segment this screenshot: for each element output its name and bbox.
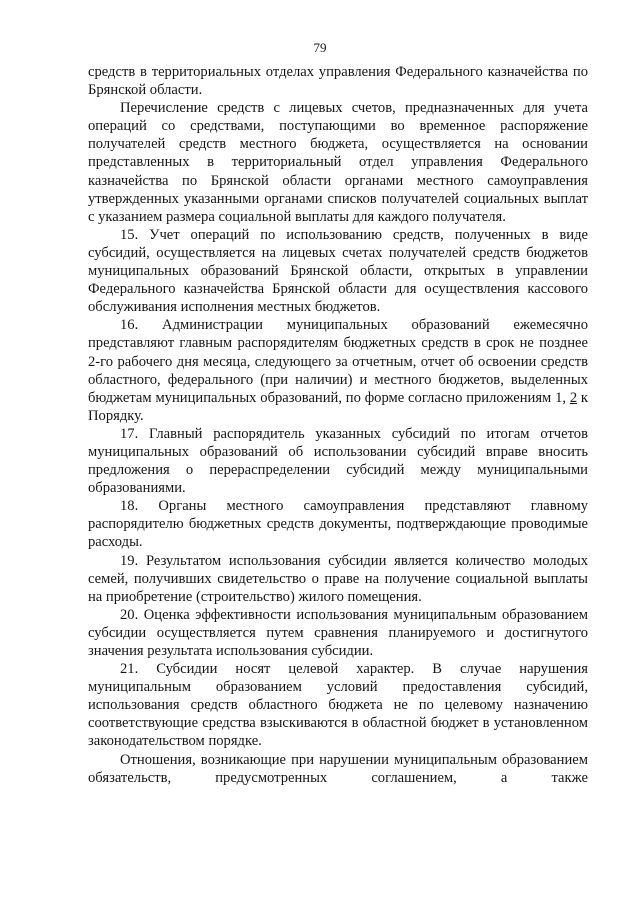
paragraph-item-20: 20. Оценка эффективности использования муниципальным образованием субсидии осуществляется путем сравнения планируемого и достигнутого значения результата использования субсидии. [88,606,588,659]
paragraph-transfer-of-funds: Перечисление средств с лицевых счетов, предназначенных для учета операций со средствами, поступающими во временное распоряжение получателей средств местного бюджета, осуществляется на основании представленных в территориальный отдел управления Федерального казначейства по Брянской области органами местного самоуправления утвержденных указанными органами списков получателей социальных выплат с указанием размера социальной выплаты для каждого получателя. [88,100,588,225]
paragraph-item-16-text: 16. Администрации муниципальных образований ежемесячно представляют главным распорядителям бюджетных средств в срок не позднее 2-го рабочего дня месяца, следующего за отчетным, отчет об освоении средств областного, федерального (при наличии) и местного бюджетов, выделенных бюджетам муниципальных образований, по форме согласно приложениям 1, [88,317,588,406]
paragraph-item-17: 17. Главный распорядитель указанных субсидий по итогам отчетов муниципальных образований об использовании субсидий вправе вносить предложения о перераспределении субсидий между муниципальными образованиями. [88,425,588,497]
paragraph-item-21: 21. Субсидии носят целевой характер. В случае нарушения муниципальным образованием условий предоставления субсидий, использования средств областного бюджета не по целевому назначению соответствующие средства взыскиваются в областной бюджет в установленном законодательством порядке. [88,661,588,750]
paragraph-item-16-tail: к Порядку. [88,389,588,424]
document-body [88,63,588,787]
appendix-2-link[interactable]: 2 [569,389,578,406]
page-number: 79 [313,40,327,55]
paragraph-item-16 [88,316,588,425]
paragraph-relations: Отношения, возникающие при нарушении муниципальным образованием обязательств, предусмотренных соглашением, а также [88,751,588,786]
paragraph-item-15: 15. Учет операций по использованию средств, полученных в виде субсидий, осуществляется на лицевых счетах получателей средств бюджетов муниципальных образований Брянской области, открытых в управлении Федерального казначейства Брянской области для осуществления кассового обслуживания исполнения местных бюджетов. [88,226,588,316]
paragraph-continuation: средств в территориальных отделах управления Федерального казначейства по Брянской области. [88,64,588,99]
paragraph-item-19: 19. Результатом использования субсидии является количество молодых семей, получивших свидетельство о праве на получение социальной выплаты на приобретение (строительство) жилого помещения. [88,552,588,605]
paragraph-item-18: 18. Органы местного самоуправления представляют главному распорядителю бюджетных средств документы, подтверждающие проводимые расходы. [88,498,588,551]
